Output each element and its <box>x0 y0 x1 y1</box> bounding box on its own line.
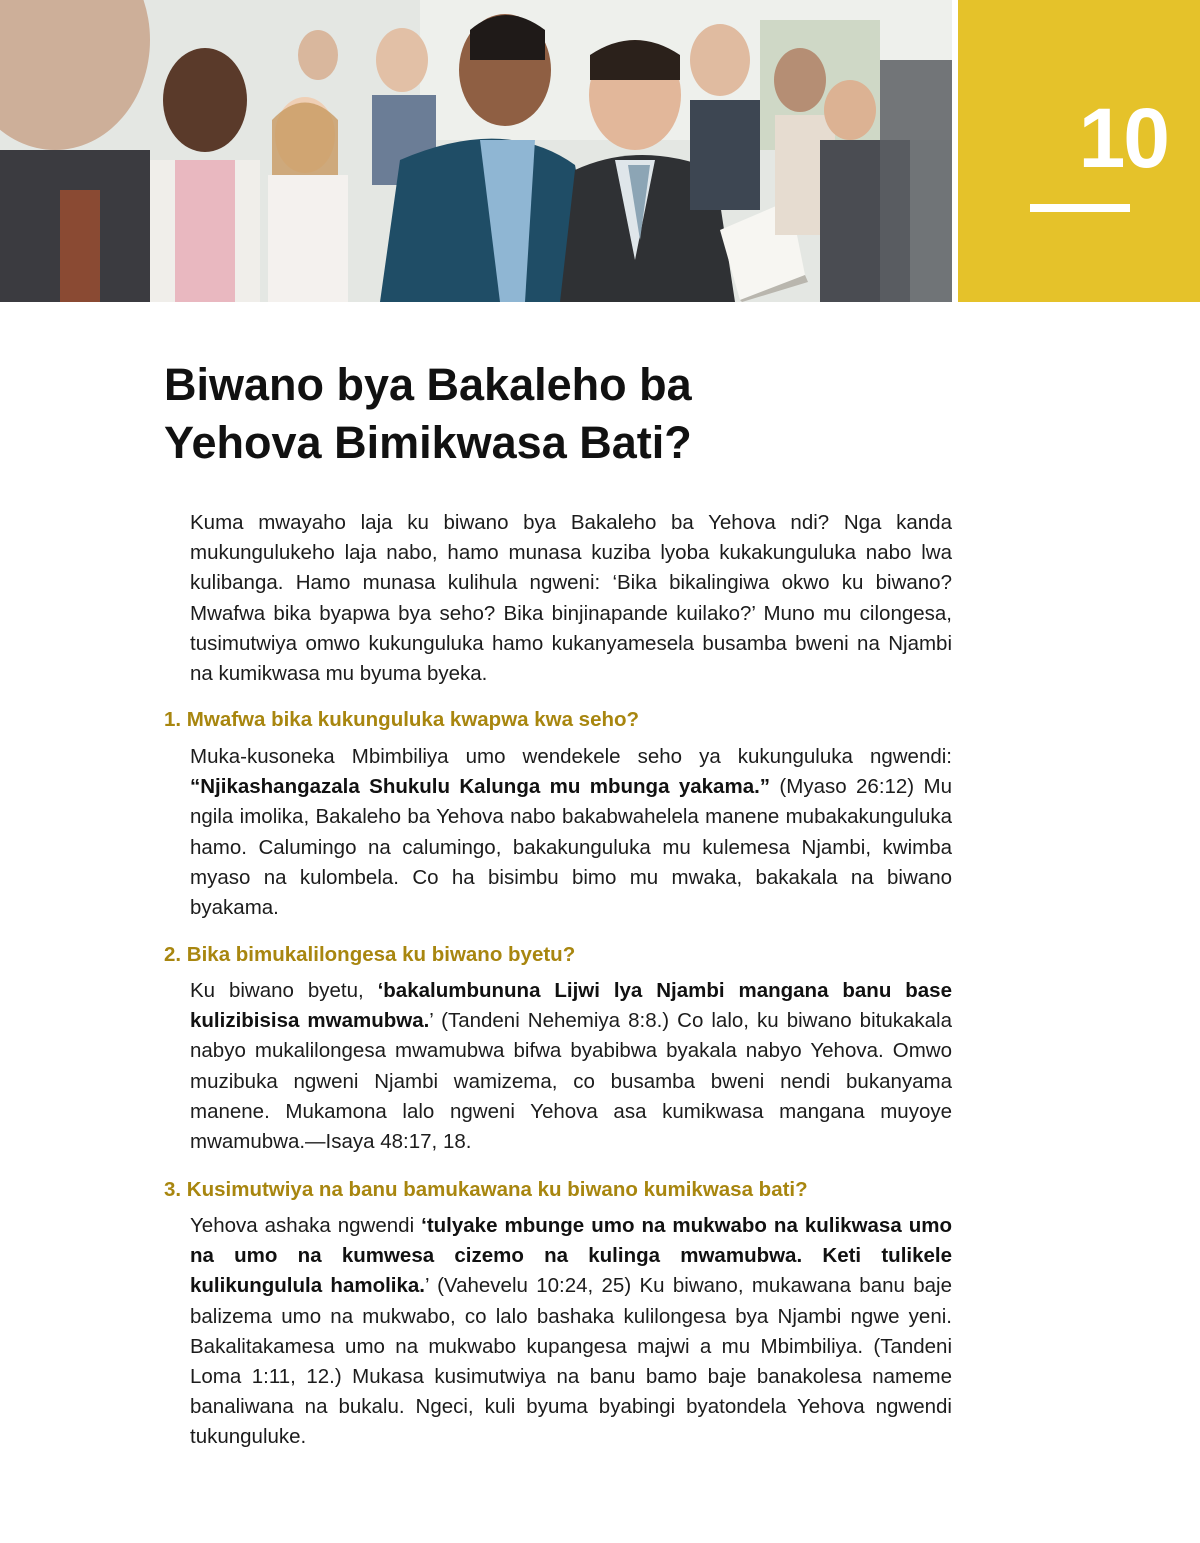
section-1-paragraph <box>190 742 952 923</box>
section-2-quote: ‘bakalumbununa Lijwi lya Njambi mangana banu base kulizibisisa mwamubwa. <box>190 979 952 1033</box>
lesson-title-line2: Yehova Bimikwasa Bati? <box>164 417 692 468</box>
section-3-quote: ‘tulyake mbunge umo na mukwabo na kulikwasa umo na umo na kumwesa cizemo na kulinga mwamubwa. Keti tulikele kulikungulula hamolika. <box>190 1214 952 1298</box>
section-1-heading: 1. Mwafwa bika kukunguluka kwapwa kwa seho? <box>164 708 640 731</box>
hero-photo <box>0 0 952 302</box>
lesson-title <box>164 356 964 472</box>
section-3-text-a: Yehova ashaka ngwendi <box>190 1214 422 1237</box>
section-1-quote: “Njikashangazala Shukulu Kalunga mu mbunga yakama.” <box>190 775 771 799</box>
chapter-underline <box>1030 204 1130 212</box>
section-2-text-a: Ku biwano byetu, <box>190 979 378 1002</box>
section-3-heading: 3. Kusimutwiya na banu bamukawana ku biwano kumikwasa bati? <box>164 1178 808 1201</box>
section-1-text-a: Muka-kusoneka Mbimbiliya umo wendekele seho ya kukunguluka ngwendi: <box>190 745 952 768</box>
chapter-number: 10 <box>1078 91 1168 185</box>
congregation-illustration <box>0 0 952 302</box>
section-2-text-b: ’ (Tandeni Nehemiya 8:8.) Co lalo, ku biwano bitukakala nabyo mukalilongesa mwamubwa bifwa byabibwa byakala nabyo Yehova. Omwo muzibuka ngweni Njambi wamizema, co busamba bweni nendi bukanyama manene. Mukamona lalo ngweni Yehova asa kumikwasa mangana muyoye mwamubwa.—Isaya 48:17, 18. <box>190 1009 952 1154</box>
section-1-text-b: (Myaso 26:12) Mu ngila imolika, Bakaleho ba Yehova nabo bakabwahelela manene mubakakunguluka hamo. Calumingo na calumingo, bakakunguluka mu kulemesa Njambi, kwimba myaso na kulombela. Co ha bisimbu bimo mu mwaka, bakakala na biwano byakama. <box>190 775 952 920</box>
section-3-paragraph <box>190 1211 952 1453</box>
intro-paragraph: Kuma mwayaho laja ku biwano bya Bakaleho ba Yehova ndi? Nga kanda mukungulukeho laja nabo, hamo munasa kuziba lyoba kukakunguluka nabo lwa kulibanga. Hamo munasa kulihula ngweni: ‘Bika bikalingiwa okwo ku biwano? Mwafwa bika byapwa bya seho? Bika binjinapande kuilako?’ Muno mu cilongesa, tusimutwiya omwo kukunguluka hamo kukanyamesela busamba bweni na Njambi na kumikwasa mu byuma byeka. <box>190 511 952 686</box>
chapter-number-box <box>958 0 1200 302</box>
section-2-paragraph <box>190 976 952 1157</box>
section-2-heading: 2. Bika bimukalilongesa ku biwano byetu? <box>164 943 576 966</box>
section-3-text-b: ’ (Vahevelu 10:24, 25) Ku biwano, mukawana banu baje balizema umo na mukwabo, co lalo bashaka kulilongesa bya Njambi ngwe yeni. Bakalitakamesa umo na mukwabo kupangesa majwi a mu Mbimbiliya. (Tandeni Loma 1:11, 12.) Mukasa kusimutwiya na banu bamo baje banakolesa nameme banaliwana na bukalu. Ngeci, kuli byuma byabingi byatondela Yehova ngwendi tukunguluke. <box>190 1274 952 1449</box>
lesson-title-line1: Biwano bya Bakaleho ba <box>164 359 692 410</box>
